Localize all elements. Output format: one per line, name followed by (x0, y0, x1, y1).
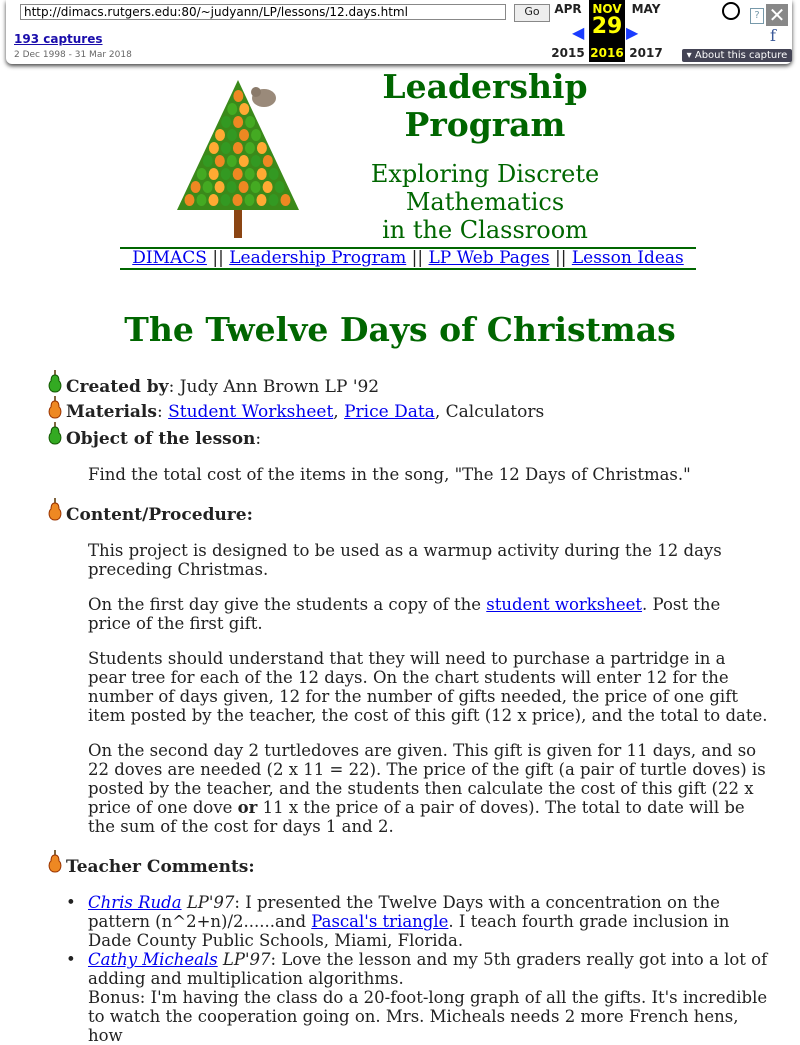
tree-pear (209, 142, 219, 154)
object-text: Find the total cost of the items in the song, "The 12 Days of Christmas." (88, 465, 691, 484)
tree-pear (257, 168, 267, 180)
tree-pear (184, 194, 194, 206)
tree-pear (251, 181, 261, 193)
tree-pear (280, 194, 290, 206)
christmas-tree-image (172, 70, 302, 240)
tree-pear (233, 142, 243, 154)
prev-month-label: APR (554, 2, 582, 16)
next-year-label: 2017 (629, 46, 663, 60)
current-capture (589, 0, 625, 62)
green-pear-icon (47, 422, 63, 446)
comment-text: : Love the lesson and my 5th graders really got into a lot of adding and multiplication algorithms. (88, 950, 768, 988)
subtitle-line1: Exploring Discrete (370, 160, 600, 188)
chris-ruda-link[interactable]: Chris Ruda (88, 893, 182, 912)
site-subtitle (362, 160, 608, 244)
comments-list (88, 893, 768, 1045)
tree-pear (196, 194, 206, 206)
nav-bar (120, 248, 696, 268)
tree-pear (215, 129, 225, 141)
comments-heading (66, 857, 255, 877)
content-p4-or: or (237, 798, 258, 817)
tree-pear (251, 155, 261, 167)
prev-arrow-icon[interactable]: ◀ (572, 23, 585, 42)
tree-pear (244, 194, 254, 206)
orange-pear-icon (47, 498, 63, 522)
tree-pear (208, 194, 218, 206)
orange-pear-icon (47, 850, 63, 874)
tree-pear (245, 142, 255, 154)
capture-range: 2 Dec 1998 - 31 Mar 2018 (14, 50, 132, 60)
cur-year-label: 2016 (590, 46, 624, 60)
comments-label: Teacher Comments: (66, 857, 255, 877)
next-month[interactable] (628, 0, 664, 62)
circle-icon[interactable] (722, 2, 740, 20)
site-title (370, 68, 600, 144)
tree-pear (233, 116, 243, 128)
created-by-label: Created by (66, 377, 169, 397)
next-arrow-icon[interactable]: ▶ (626, 23, 639, 42)
tree-pear (251, 129, 261, 141)
tree-pear (239, 181, 249, 193)
green-pear-icon (47, 370, 63, 394)
tree-pear (191, 181, 201, 193)
nav-lp-web-pages[interactable]: LP Web Pages (428, 248, 550, 268)
object-of-lesson: Object of the lesson: (66, 429, 262, 449)
tree-pear (268, 194, 278, 206)
tree-pear (233, 90, 243, 102)
tree-pear (203, 181, 213, 193)
created-by-value: : Judy Ann Brown LP '92 (168, 377, 380, 397)
subtitle-line2: Mathematics (405, 188, 565, 216)
tree-pear (256, 194, 266, 206)
tree-pear (263, 155, 273, 167)
tree-pear (227, 181, 237, 193)
nav-separator: || (212, 248, 224, 268)
tree-pear (215, 155, 225, 167)
tree-pear (203, 155, 213, 167)
subtitle-line3: in the Classroom (382, 216, 588, 244)
tree-pear (269, 168, 279, 180)
tree-pear (215, 181, 225, 193)
comment-bonus: Bonus: I'm having the class do a 20-foot-long graph of all the gifts. It's incredible to watch the cooperation going on. Mrs. Micheals needs 2 more French hens, how (88, 988, 768, 1045)
tree-pear (245, 116, 255, 128)
divider-bottom (120, 268, 696, 270)
nav-leadership-program[interactable]: Leadership Program (229, 248, 407, 268)
nav-separator: || (554, 248, 567, 268)
materials-rest: , Calculators (434, 402, 545, 422)
tree-pear (275, 181, 285, 193)
title-line2: Program (404, 105, 566, 144)
comment-text: : I presented the Twelve Days with a concentration on the pattern (n^2+n)/2......and (88, 893, 720, 931)
tree-pear (245, 168, 255, 180)
content-p4 (88, 741, 768, 836)
pascals-triangle-link[interactable]: Pascal's triangle (311, 912, 449, 931)
content-p3: Students should understand that they will need to purchase a partridge in a pear tree for each of the 12 days. On the chart students will enter 12 for the number of days given, 12 for the number of gifts needed, the price of one gift item posted by the teacher, the cost of this gift (12 x price), and the total to date. (88, 649, 768, 725)
prev-year-label: 2015 (551, 46, 585, 60)
comment-text: . I teach fourth grade inclusion in Dade County Public Schools, Miami, Florida. (88, 912, 730, 950)
tree-pear (227, 155, 237, 167)
price-data-link[interactable]: Price Data (344, 402, 435, 422)
next-month-label: MAY (631, 2, 661, 16)
content-p4-a: On the second day 2 turtledoves are given. This gift is given for 11 days, and so 22 doves are needed (2 x 11 = 22). The price of the gift (a pair of turtle doves) is posted by the teacher, and the students then calculate the cost of this gift (22 x price of one dove (88, 741, 766, 817)
nav-lesson-ideas[interactable]: Lesson Ideas (571, 248, 684, 268)
about-capture-button[interactable]: ▾ About this capture (682, 49, 792, 62)
facebook-icon[interactable]: f (770, 26, 776, 45)
tree-pear (209, 168, 219, 180)
tree-pear (257, 142, 267, 154)
tree-pear (227, 103, 237, 115)
tree-pear (220, 194, 230, 206)
content-p2-b: . Post the price of the first gift. (88, 595, 721, 633)
tree-pear (232, 194, 242, 206)
lp-year: LP'97 (222, 950, 271, 969)
object-label: Object of the lesson (66, 429, 256, 449)
content-p2-a: On the first day give the students a copy of the (88, 595, 487, 614)
cathy-micheals-link[interactable]: Cathy Micheals (88, 950, 218, 969)
tree-pear (197, 168, 207, 180)
cur-month-label: NOV (592, 2, 622, 16)
tree-pear (233, 168, 243, 180)
content-p1: This project is designed to be used as a warmup activity during the 12 days preceding Christmas. (88, 541, 722, 579)
tree-pear (221, 116, 231, 128)
page-title: The Twelve Days of Christmas (124, 310, 676, 349)
content-p2 (88, 595, 768, 633)
tree-pear (221, 168, 231, 180)
nav-dimacs[interactable]: DIMACS (132, 248, 207, 268)
tree-pear (263, 181, 273, 193)
materials: Materials: Student Worksheet, Price Data, Calculators (66, 402, 545, 422)
help-icon[interactable]: ? (750, 8, 764, 24)
wayback-toolbar (6, 0, 792, 64)
tree-pear (239, 103, 249, 115)
go-button[interactable]: Go (514, 4, 550, 22)
tree-pear (239, 129, 249, 141)
lp-year: LP'97 (186, 893, 235, 912)
materials-label: Materials (66, 402, 157, 422)
content-label: Content/Procedure: (66, 505, 253, 525)
content-p4-b: 11 x the price of a pair of doves). The total to date will be the sum of the cost for days 1 and 2. (88, 798, 745, 836)
url-input[interactable]: http://dimacs.rutgers.edu:80/~judyann/LP/lessons/12.days.html (20, 4, 506, 20)
orange-pear-icon (47, 396, 63, 420)
close-icon[interactable]: ✕ (766, 4, 788, 26)
created-by (66, 377, 379, 397)
tree-pear (227, 129, 237, 141)
captures-link[interactable]: 193 captures (14, 32, 103, 46)
tree-pear (239, 155, 249, 167)
list-item (88, 893, 768, 950)
cur-day-label: 29 (591, 14, 623, 39)
tree-pear (221, 142, 231, 154)
student-worksheet-inline-link[interactable]: student worksheet (486, 595, 643, 614)
nav-separator: || (411, 248, 424, 268)
title-line1: Leadership (382, 67, 588, 106)
student-worksheet-link[interactable]: Student Worksheet (168, 402, 334, 422)
list-item (88, 950, 768, 1045)
content-heading (66, 505, 253, 525)
